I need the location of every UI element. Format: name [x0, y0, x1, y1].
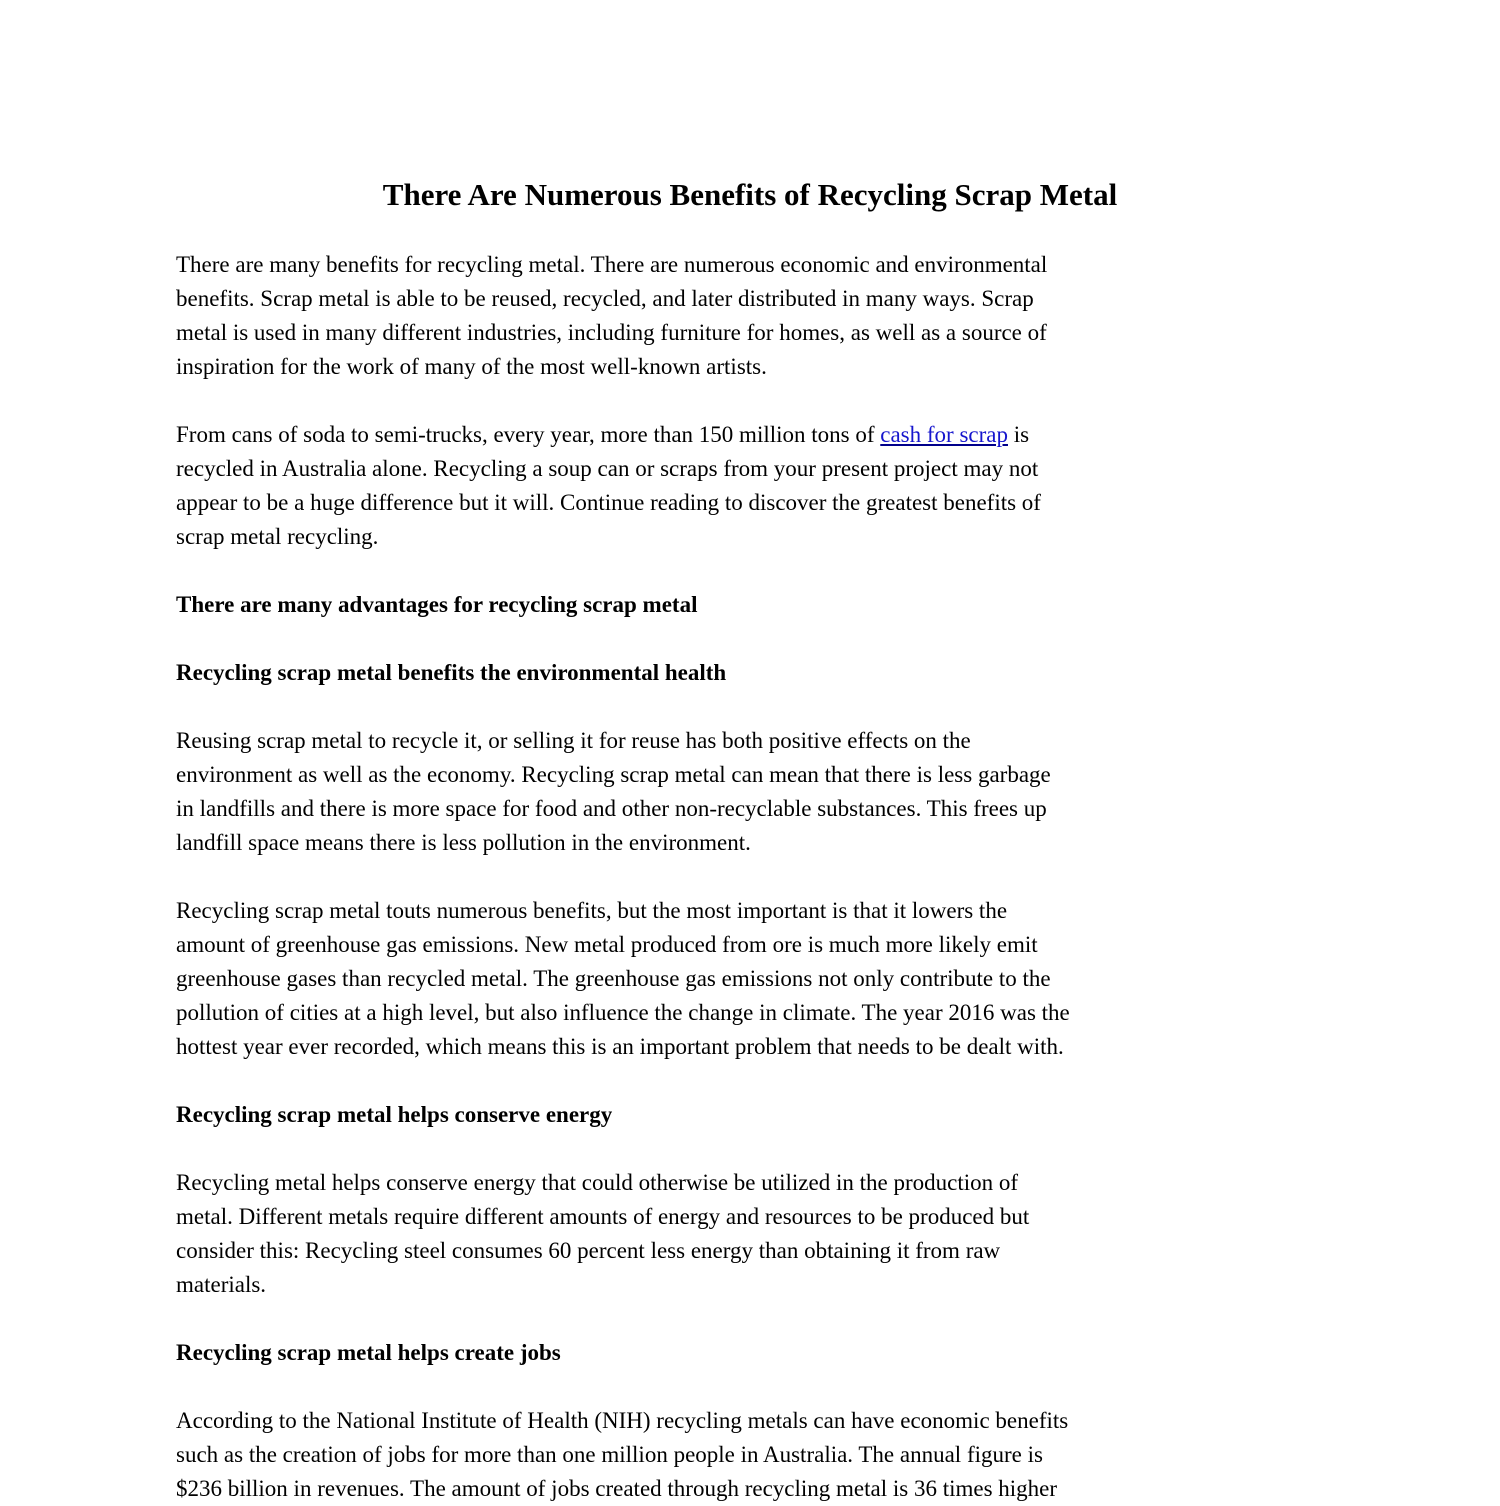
text-line: Recycling scrap metal benefits the environmental health: [176, 660, 727, 685]
text-line: There are many benefits for recycling metal. There are numerous economic and environmental: [176, 252, 1048, 277]
text-line: appear to be a huge difference but it will. Continue reading to discover the greatest benefits of: [176, 490, 1041, 515]
text-line: inspiration for the work of many of the most well-known artists.: [176, 354, 767, 379]
document-body: [176, 248, 1324, 1506]
section-heading: [176, 1098, 1324, 1132]
text-line: recycled in Australia alone. Recycling a soup can or scraps from your present project may not: [176, 456, 1039, 481]
text-line: Recycling scrap metal helps create jobs: [176, 1340, 561, 1365]
text-line: benefits. Scrap metal is able to be reused, recycled, and later distributed in many ways. Scrap: [176, 286, 1034, 311]
text-line: $236 billion in revenues. The amount of jobs created through recycling metal is 36 times higher: [176, 1476, 1058, 1501]
cash-for-scrap-link[interactable]: cash for scrap: [880, 422, 1008, 447]
paragraph: [176, 894, 1324, 1064]
text-line: Recycling scrap metal touts numerous benefits, but the most important is that it lowers the: [176, 898, 1008, 923]
text-line: According to the National Institute of Health (NIH) recycling metals can have economic benefits: [176, 1408, 1069, 1433]
text-line: amount of greenhouse gas emissions. New metal produced from ore is much more likely emit: [176, 932, 1038, 957]
paragraph: [176, 1404, 1324, 1506]
text-segment: From cans of soda to semi-trucks, every year, more than 150 million tons of: [176, 422, 881, 447]
section-heading: [176, 1336, 1324, 1370]
section-heading: [176, 656, 1324, 690]
text-segment: is: [1007, 422, 1030, 447]
text-line: environment as well as the economy. Recycling scrap metal can mean that there is less garbage: [176, 762, 1051, 787]
text-line: greenhouse gases than recycled metal. The greenhouse gas emissions not only contribute to the: [176, 966, 1051, 991]
text-line: Reusing scrap metal to recycle it, or selling it for reuse has both positive effects on the: [176, 728, 971, 753]
text-line: There are many advantages for recycling scrap metal: [176, 592, 698, 617]
text-line: materials.: [176, 1272, 267, 1297]
text-line: hottest year ever recorded, which means this is an important problem that needs to be dealt with.: [176, 1034, 1064, 1059]
paragraph: [176, 418, 1324, 554]
page-title: There Are Numerous Benefits of Recycling Scrap Metal: [382, 177, 1118, 212]
text-line: Recycling metal helps conserve energy that could otherwise be utilized in the production of: [176, 1170, 1019, 1195]
paragraph: [176, 248, 1324, 384]
text-line: pollution of cities at a high level, but also influence the change in climate. The year 2016 was the: [176, 1000, 1070, 1025]
paragraph: [176, 1166, 1324, 1302]
paragraph: [176, 724, 1324, 860]
text-line: landfill space means there is less pollution in the environment.: [176, 830, 751, 855]
text-line: Recycling scrap metal helps conserve energy: [176, 1102, 613, 1127]
text-line: scrap metal recycling.: [176, 524, 379, 549]
text-line: metal. Different metals require different amounts of energy and resources to be produced but: [176, 1204, 1030, 1229]
document-content: [176, 0, 1324, 1506]
text-line: [176, 418, 1324, 452]
section-heading: [176, 588, 1324, 622]
text-line: metal is used in many different industries, including furniture for homes, as well as a source of: [176, 320, 1047, 345]
text-line: consider this: Recycling steel consumes 60 percent less energy than obtaining it from raw: [176, 1238, 1001, 1263]
text-line: such as the creation of jobs for more than one million people in Australia. The annual figure is: [176, 1442, 1043, 1467]
text-line: in landfills and there is more space for food and other non-recyclable substances. This frees up: [176, 796, 1047, 821]
